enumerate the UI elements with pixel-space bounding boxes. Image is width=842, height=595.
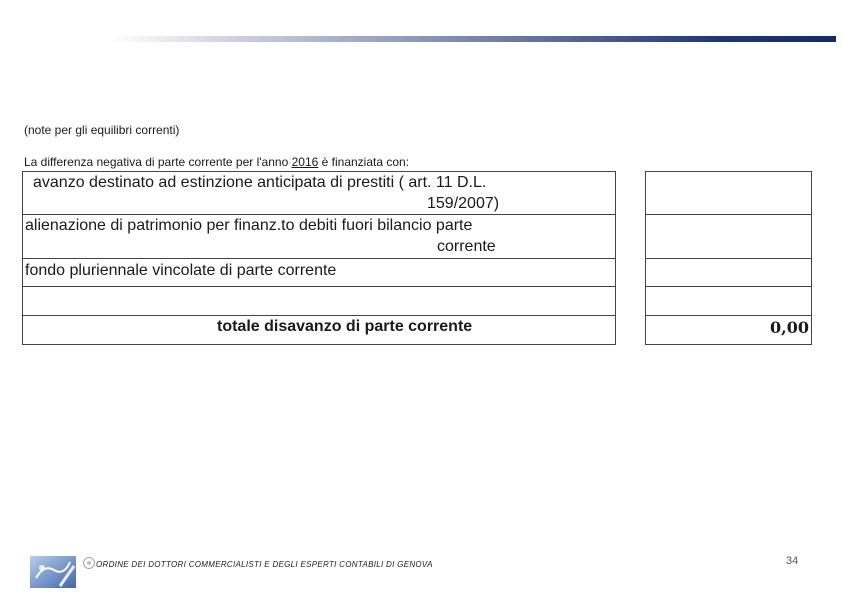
intro-year: 2016 xyxy=(291,155,319,169)
row-label-avanzo: avanzo destinato ad estinzione anticipata di prestiti ( art. 11 D.L. 159/2007) xyxy=(23,172,616,215)
org-logo-icon xyxy=(30,556,76,588)
total-value-cell xyxy=(646,316,812,345)
table-row xyxy=(23,287,812,316)
total-value: 0,00 xyxy=(770,318,809,337)
footer-org-name: ORDINE DEI DOTTORI COMMERCIALISTI E DEGLI ESPERTI CONTABILI DI GENOVA xyxy=(96,560,433,569)
flower-emblem-icon xyxy=(82,556,96,570)
row-value-avanzo xyxy=(646,172,812,215)
row-label-alienazione: alienazione di patrimonio per finanz.to debiti fuori bilancio parte corrente xyxy=(23,215,616,259)
row-value-fondo xyxy=(646,259,812,287)
financing-table xyxy=(22,171,812,345)
note-text: (note per gli equilibri correnti) xyxy=(24,123,180,137)
total-label: totale disavanzo di parte corrente xyxy=(217,318,473,335)
total-label-cell xyxy=(23,316,616,345)
header-gradient-bar xyxy=(110,36,836,42)
row-value-alienazione xyxy=(646,215,812,259)
table-row xyxy=(23,172,812,215)
row-label-fondo: fondo pluriennale vincolate di parte corrente xyxy=(23,259,616,287)
table-row-total xyxy=(23,316,812,345)
table-row xyxy=(23,215,812,259)
intro-text xyxy=(24,155,409,169)
page-number: 34 xyxy=(786,555,799,567)
table-row xyxy=(23,259,812,287)
row-label-empty xyxy=(23,287,616,316)
intro-after: è finanziata con: xyxy=(318,155,410,169)
intro-before: La differenza negativa di parte corrente per l'anno xyxy=(24,155,292,169)
row-value-empty xyxy=(646,287,812,316)
